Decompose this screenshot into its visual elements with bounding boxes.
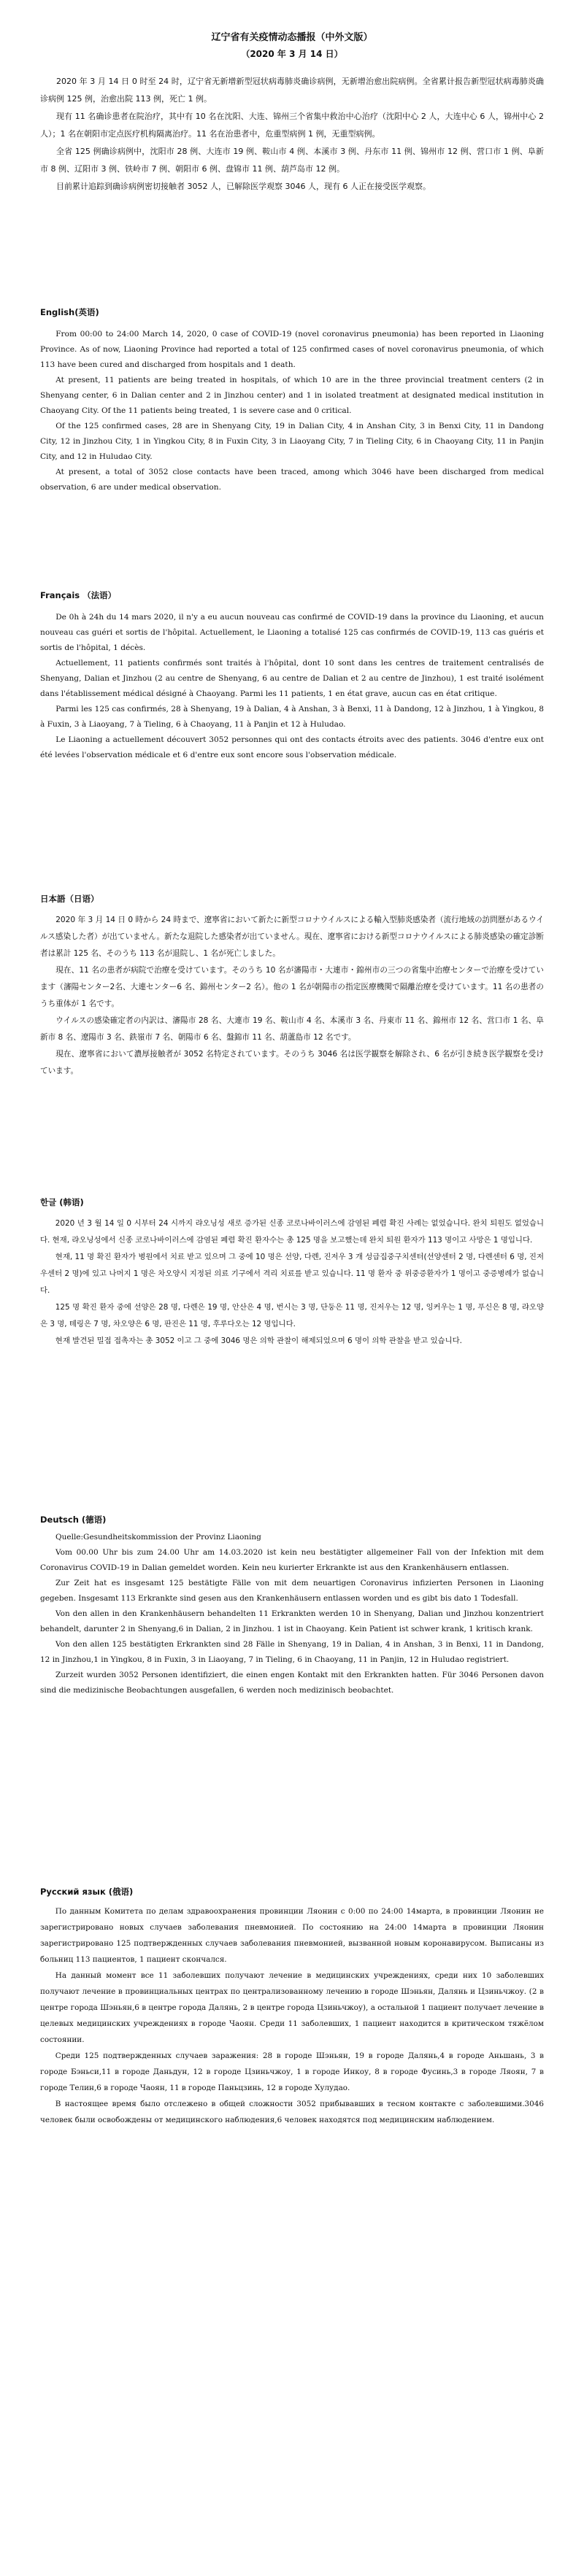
section-russian [40, 1886, 544, 2128]
fr-paragraph: Parmi les 125 cas confirmés, 28 à Shenyang, 19 à Dalian, 4 à Anshan, 3 à Benxi, 11 à Dandong, 12 à Jinzhou, 1 à Yingkou, 8 à Fuxin, 3 à Liaoyang, 7 à Tieling, 6 à Chaoyang, 11 à Panjin et 12 à Huludao. [40, 705, 544, 729]
english-heading: English(英语) [40, 307, 99, 317]
fr-paragraph: Le Liaoning a actuellement découvert 3052 personnes qui ont des contacts étroits avec des patients. 3046 d'entre eux ont été levées l'observation médicale et 6 d'entre eux sont encore sous l'observation médicale. [40, 735, 544, 759]
section-japanese [40, 893, 544, 1080]
french-heading: Français （法语） [40, 590, 117, 600]
ko-paragraph: 125 명 확진 환자 중에 선양은 28 명, 다롄은 19 명, 안산은 4 명, 번시는 3 명, 단둥은 11 명, 진저우는 12 명, 잉커우는 1 명, 푸신은 8 명, 랴오양은 3 명, 톄링은 7 명, 차오양은 6 명, 판진은 11 명, 후루다오는 12 명입니다. [40, 1303, 544, 1328]
ru-paragraph: Среди 125 подтвержденных случаев заражения: 28 в городе Шэньян, 19 в городе Далянь,4 в городе Аньшань, 3 в городе Бэньси,11 в городе Даньдун, 12 в городе Цзиньчжоу, 1 в городе Инкоу, 8 в городе Фусинь,3 в городе Ляоян, 7 в городе Телин,6 в городе Чаоян, 11 в городе Паньцзинь, 12 в городе Хулудао. [40, 2051, 544, 2092]
german-heading: Deutsch (德语) [40, 1515, 107, 1525]
russian-heading: Русский язык (俄语) [40, 1887, 134, 1897]
ko-paragraph: 현재 발견된 밀접 접촉자는 총 3052 이고 그 중에 3046 명은 의학 관찰이 해제되었으며 6 명이 의학 관찰을 받고 있습니다. [55, 1337, 462, 1345]
bulletin-page [40, 0, 544, 2576]
de-paragraph: Vom 00.00 Uhr bis zum 24.00 Uhr am 14.03.2020 ist kein neu bestätigter allgemeiner Fall von der Infektion mit dem Coronavirus COVID-19 in Dalian gemeldet worden. Kein neu kurierter Erkrankte ist aus den Krankenhäusern entlassen. [40, 1548, 544, 1572]
german-source: Quelle:Gesundheitskommission der Provinz Liaoning [55, 1533, 261, 1542]
ko-paragraph: 2020 년 3 월 14 일 0 시부터 24 시까지 랴오닝성 새로 증가된 신종 코로나바이러스에 감염된 폐렴 확진 사례는 없었습니다. 완치 퇴원도 없었습니다. 현재, 랴오닝성에서 신종 코로나바이러스에 감염된 폐렴 확진 환자수는 총 125 명을 보고했는데 완치 퇴원 환자가 113 명이고 사망은 1 명입니다. [40, 1219, 544, 1245]
de-paragraph: Zurzeit wurden 3052 Personen identifiziert, die einen engen Kontakt mit den Erkrankten hatten. Für 3046 Personen davon sind die medizinische Beobachtungen ausgefallen, 6 werden noch medizinisch beobachtet. [40, 1671, 544, 1695]
ja-paragraph: 現在、11 名の患者が病院で治療を受けています。そのうち 10 名が瀋陽市・大連市・錦州市の三つの省集中治療センターで治療を受けています（瀋陽センター2名、大連センター6 名、錦州センター2 名）。他の 1 名が朝陽市の指定医療機関で隔離治療を受けています。11 名の患者のうち重体が 1 名です。 [40, 966, 544, 1008]
bulletin-title: 辽宁省有关疫情动态播报（中外文版） [211, 32, 373, 43]
section-chinese [40, 73, 544, 196]
japanese-heading: 日本語（日语） [40, 894, 99, 904]
ja-paragraph: ウイルスの感染確定者の内訳は、瀋陽市 28 名、大連市 19 名、鞍山市 4 名、本溪市 3 名、丹東市 11 名、錦州市 12 名、営口市 1 名、阜新市 8 名、遼陽市 3 名、鉄嶺市 7 名、朝陽市 6 名、盤錦市 11 名、葫蘆島市 12 名です。 [40, 1016, 544, 1042]
en-paragraph: At present, a total of 3052 close contacts have been traced, among which 3046 have been discharged from medical observation, 6 are under medical observation. [40, 468, 544, 492]
en-paragraph: From 00:00 to 24:00 March 14, 2020, 0 case of COVID-19 (novel coronavirus pneumonia) has been reported in Liaoning Province. As of now, Liaoning Province had reported a total of 125 confirmed cases of novel coronavirus pneumonia, of which 113 have been cured and discharged from hospitals and 1 death. [40, 330, 544, 369]
fr-paragraph: De 0h à 24h du 14 mars 2020, il n'y a eu aucun nouveau cas confirmé de COVID-19 dans la province du Liaoning, et aucun nouveau cas guéri et sortis de l'hôpital. Actuellement, le Liaoning a totalisé 125 cas confirmés de COVID-19, 113 cas guéris et sortis de l'hôpital, 1 décès. [40, 613, 544, 652]
en-paragraph: Of the 125 confirmed cases, 28 are in Shenyang City, 19 in Dalian City, 4 in Anshan City, 3 in Benxi City, 11 in Dandong City, 12 in Jinzhou City, 1 in Yingkou City, 8 in Fuxin City, 3 in Liaoyang City, 7 in Tieling City, 6 in Chaoyang City, 11 in Panjin City, and 12 in Huludao City. [40, 422, 544, 461]
de-paragraph: Von den allen in den Krankenhäusern behandelten 11 Erkrankten werden 10 in Shenyang, Dalian und Jinzhou konzentriert behandelt, darunter 2 in Shenyang,6 in Dalian, 2 in Jinzhou. 1 ist in Chaoyang. Kein Patient ist schwer krank, 1 kritisch krank. [40, 1609, 544, 1633]
ru-paragraph: По данным Комитета по делам здравоохранения провинции Ляонин с 0:00 по 24:00 14марта, в провинции Ляонин не зарегистрировано новых случаев заболевания пневмонией. По состоянию на 24:00 14марта в провинции Ляонин зарегистрировано 125 подтвержденных случаев заболевания пневмонией, вызванной новым коронавирусом. Выписаны из больниц 113 пациентов, 1 пациент скончался. [40, 1907, 544, 1964]
zh-paragraph: 现有 11 名确诊患者在院治疗，其中有 10 名在沈阳、大连、锦州三个省集中救治中心治疗（沈阳中心 2 人，大连中心 6 人，锦州中心 2 人）；1 名在朝阳市定点医疗机构隔离治疗。11 名在治患者中，危重型病例 1 例，无重型病例。 [40, 112, 544, 139]
ko-paragraph: 현재, 11 명 확진 환자가 병원에서 치료 받고 있으며 그 중에 10 명은 선양, 다롄, 진저우 3 개 성급집중구치센터(선양센터 2 명, 다롄센터 6 명, 진저우센터 2 명)에 있고 나머지 1 명은 차오양시 지정된 의료 기구에서 격리 치료를 받고 있습니다. 11 명 환자 중 위중증환자가 1 명이고 중증병례가 없습니다. [40, 1253, 544, 1295]
en-paragraph: At present, 11 patients are being treated in hospitals, of which 10 are in the three provincial treatment centers (2 in Shenyang center, 6 in Dalian center and 2 in Jinzhou center) and 1 in isolated treatment at designated medical institution in Chaoyang City. Of the 11 patients being treated, 1 is severe case and 0 critical. [40, 376, 544, 415]
de-paragraph: Zur Zeit hat es insgesamt 125 bestätigte Fälle von mit dem neuartigen Coronavirus infizierten Personen in Liaoning gegeben. Insgesamt 113 Erkrankte sind gesen aus den Krankenhäusern entlassen worden und es gibt bis dato 1 Todesfall. [40, 1579, 544, 1603]
zh-paragraph: 目前累计追踪到确诊病例密切接触者 3052 人，已解除医学观察 3046 人，现有 6 人正在接受医学观察。 [56, 182, 431, 191]
section-korean [40, 1196, 544, 1350]
zh-paragraph: 全省 125 例确诊病例中，沈阳市 28 例、大连市 19 例、鞍山市 4 例、本溪市 3 例、丹东市 11 例、锦州市 12 例、营口市 1 例、阜新市 8 例、辽阳市 3 例、铁岭市 7 例、朝阳市 6 例、盘锦市 11 例、葫芦岛市 12 例。 [40, 147, 544, 174]
ja-paragraph: 2020 年 3 月 14 日 0 時から 24 時まで、遼寧省において新たに新型コロナウイルスによる輸入型肺炎感染者（流行地域の訪問歴があるウイルス感染した者）が出ていません。新たな退院した感染者が出ていません。現在、遼寧省における新型コロナウイルスによる肺炎感染の確定診断者は累計 125 名、そのうち 113 名が退院し、1 名が死亡しました。 [40, 916, 544, 958]
de-paragraph: Von den allen 125 bestätigten Erkrankten sind 28 Fälle in Shenyang, 19 in Dalian, 4 in Anshan, 3 in Benxi, 11 in Dandong, 12 in Jinzhou,1 in Yingkou, 8 in Fuxin, 3 in Liaoyang, 7 in Tieling, 6 in Chaoyang, 11 in Panjin, 12 in Huludao registriert. [40, 1640, 544, 1664]
section-french [40, 589, 544, 763]
section-english [40, 306, 544, 495]
section-german [40, 1514, 544, 1698]
zh-paragraph: 2020 年 3 月 14 日 0 时至 24 时，辽宁省无新增新型冠状病毒肺炎确诊病例，无新增治愈出院病例。全省累计报告新型冠状病毒肺炎确诊病例 125 例，治愈出院 113 例，死亡 1 例。 [40, 77, 544, 104]
korean-heading: 한글 (韩语) [40, 1197, 84, 1207]
fr-paragraph: Actuellement, 11 patients confirmés sont traités à l'hôpital, dont 10 sont dans les centres de traitement centralisés de Shenyang, Dalian et Jinzhou (2 au centre de Shenyang, 6 au centre de Dalian et 2 au centre de Jinzhou), 1 est traité isolément dans l'établissement médical désigné à Chaoyang. Parmi les 11 patients, 1 en état grave, aucun cas en état critique. [40, 659, 544, 698]
bulletin-date: （2020 年 3 月 14 日） [241, 49, 343, 59]
ru-paragraph: На данный момент все 11 заболевших получают лечение в медицинских учреждениях, среди них 10 заболевших получают лечение в провинциальных центрах по централизованному лечению в городе Шэньян, Далянь и Цзиньчжоу. (2 в центре города Шэньян,6 в центре города Далянь, 2 в центре города Цзиньчжоу), а остальной 1 пациент получает лечение в целевых медицинских учреждениях в городе Чаоян. Среди 11 заболевших, 1 пациент находится в критическом тяжёлом состоянии. [40, 1971, 544, 2044]
ja-paragraph: 現在、遼寧省において濃厚接触者が 3052 名特定されています。そのうち 3046 名は医学観察を解除され、6 名が引き続き医学観察を受けています。 [40, 1050, 544, 1075]
ru-paragraph: В настоящее время было отслежено в общей сложности 3052 прибывавших в тесном контакте с заболевшими.3046 человек были освобождены от медицинского наблюдения,6 человек находятся под медицинским наблюдением. [40, 2100, 544, 2124]
